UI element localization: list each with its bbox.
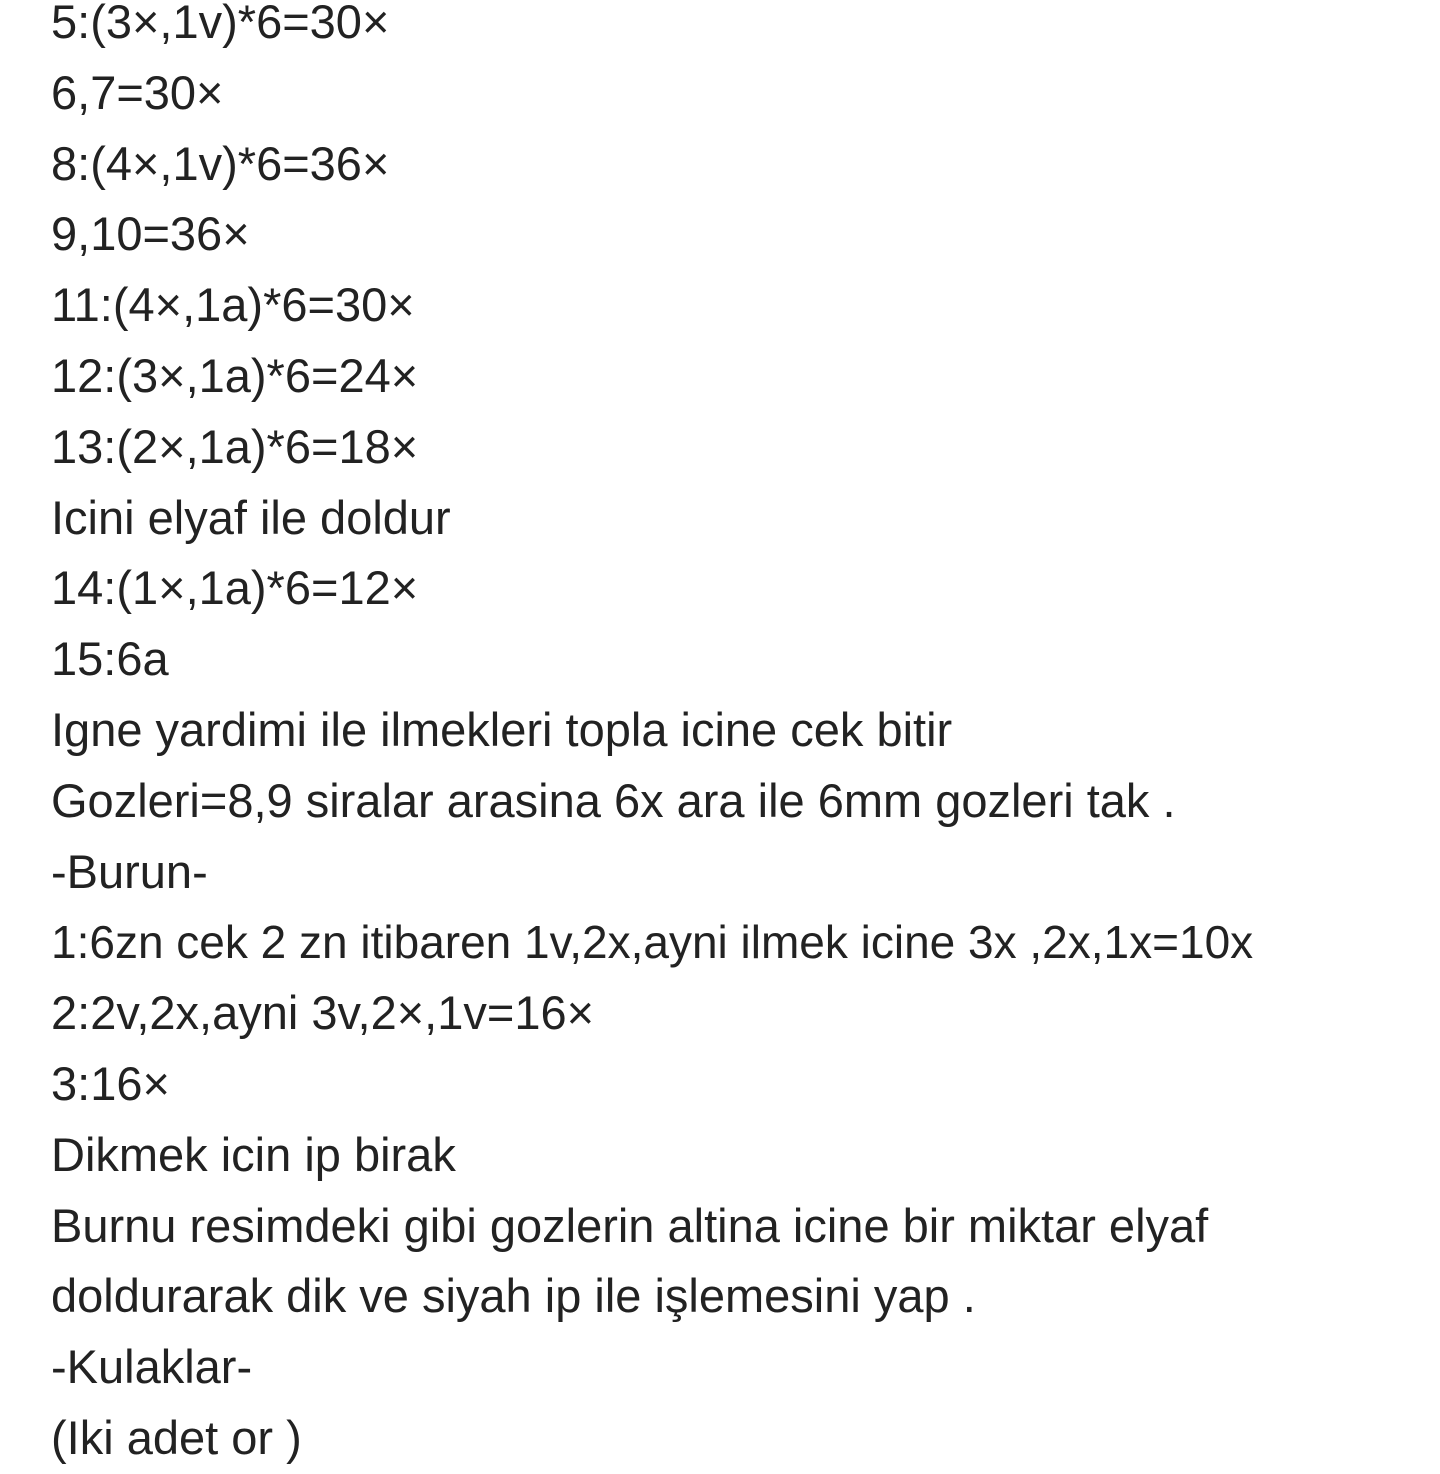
text-line: 15:6a [51,632,169,686]
text-line: 3:16× [51,1056,170,1110]
section-heading-kulaklar: -Kulaklar- [51,1340,253,1394]
text-line: 6,7=30× [51,65,224,119]
text-line: doldurarak dik ve siyah ip ile işlemesini yap . [51,1269,976,1323]
pattern-text [51,0,1431,1474]
text-line: 12:(3×,1a)*6=24× [51,348,419,402]
text-line: Icini elyaf ile doldur [51,490,451,544]
text-line: 8:(4×,1v)*6=36× [51,136,390,190]
text-line: 13:(2×,1a)*6=18× [51,419,419,473]
text-line: 11:(4×,1a)*6=30× [51,278,415,332]
text-line: 5:(3×,1v)*6=30× [51,0,390,48]
text-line: Gozleri=8,9 siralar arasina 6x ara ile 6mm gozleri tak . [51,773,1176,827]
text-line: 1:6zn cek 2 zn itibaren 1v,2x,ayni ilmek icine 3x ,2x,1x=10x [51,916,1254,969]
text-line: Dikmek icin ip birak [51,1127,456,1181]
text-line: Burnu resimdeki gibi gozlerin altina icine bir miktar elyaf [51,1198,1209,1252]
text-line: 14:(1×,1a)*6=12× [51,561,419,615]
text-line: 2:2v,2x,ayni 3v,2×,1v=16× [51,986,595,1040]
text-line: Igne yardimi ile ilmekleri topla icine cek bitir [51,702,953,756]
text-line: (Iki adet or ) [51,1410,302,1464]
section-heading-burun: -Burun- [51,844,208,898]
text-line: 9,10=36× [51,207,250,261]
